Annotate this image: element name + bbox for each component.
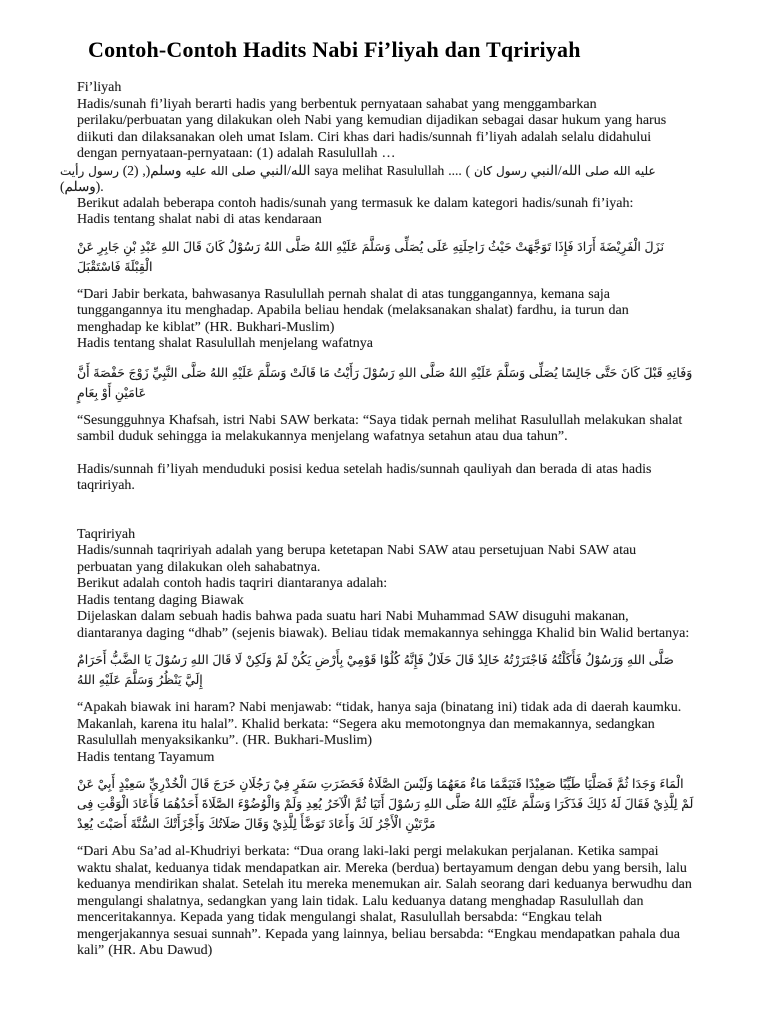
arabic-word: اللهُ [448,364,467,380]
arabic-word: صلى [585,163,610,178]
arabic-word: كان [473,163,493,178]
arabic-word: عَلَيْهِ [496,796,519,811]
arabic-word: فَصَلَّيَا [584,776,613,791]
arabic-word: فَأَكَلْتُهُ [551,652,582,667]
arabic-word: عَامَيْنِ [114,384,147,400]
arabic-word: عَلَيْهِ [336,238,359,254]
blank-line [77,766,695,774]
arabic-word: فَحَضَرَتِ [320,776,365,791]
arabic-word: نَزَلَ [644,238,664,254]
arabic-word: عَلَيْهِ [98,672,121,687]
arabic-word: أَصَبْتَ [96,816,127,831]
arabic-word: رَأَيْتُ [333,364,359,380]
arabic-word: يُصَلِّى [394,238,424,254]
arabic-word: فَأَعَادَ [132,796,160,811]
arabic-word: رَسُوْلَ [388,796,421,811]
arabic-word: صَلَّى [181,364,207,380]
arabic-word: قَوْمِيْ [346,652,377,667]
arabic-word: كُلُوْا [380,652,401,667]
arabic-word: وَجَدَا [632,776,656,791]
arabic-word: اللهُ [209,364,229,380]
arabic-word: بْنِ [123,238,137,254]
arabic-word: رسول [88,163,119,178]
arabic-word: اللهِ [398,364,417,380]
arabic-word: رَسُوْلَ [154,652,187,667]
arabic-word: عَنْ [77,776,94,791]
paragraph: Hadis tentang shalat Rasulullah menjelang wafatnya [77,336,374,351]
arabic-word: الله/النبي [530,162,582,178]
paragraph: “Dari Jabir berkata, bahwasanya Rasulullah pernah shalat di atas tunggangannya, kemana saja tunggangannya itu menghadap. Apabila beliau hendak (melaksanakan shalat) fardhu, ia turun dan menghadap ke kiblat” (HR. Bukhari-Muslim) [77,286,629,335]
arabic-word: كَانَ [620,364,640,380]
arabic-word: السُّنَّةَ [130,816,160,831]
arabic-word: عَنْ [77,238,94,254]
arabic-word: لَمْ [275,652,288,667]
arabic-word: أَرَادَ [577,238,596,254]
arabic-word: فَتَيَمَّمَا [489,776,522,791]
document-content [60,36,695,960]
arabic-word: أَتَيَا [369,796,385,811]
arabic-word: مَرَّتَيْنِ [405,816,436,831]
arabic-word: وَلَيْسَ [403,776,434,791]
document-body [60,80,695,960]
paragraph: Hadis tentang shalat nabi di atas kendaraan [77,212,322,227]
paragraph: “Dari Abu Sa’ad al-Khudriyi berkata: “Dua orang laki-laki pergi melakukan perjalanan. Ketika sampai waktu shalat, keduanya tidak mendapatkan air. Mereka (berdua) bertayamum dengan debu yang bersih, lalu keduanya mendirikan shalat. Setelah itu mereka menemukan air. Salah seorang dari keduanya berwudhu dan mengulangi shalatnya, sedangkan yang lain tidak. Lalu keduanya datang menghadap Rasulullah dan menceritakannya. Kepada yang tidak mengulangi shalat, Rasulullah bersabda: “Engkau telah mengerjakannya sesuai sunnah”. Kepada yang lainnya, beliau bersabda: “Engkau mendapatkan pahala dua kali” (HR. Abu Dawud) [77,844,692,958]
arabic-word: رسول [496,163,527,178]
arabic-word: وَسَلَّمَ [257,364,287,380]
paragraph: Berikut adalah contoh hadis taqriri diantaranya adalah: [77,576,388,591]
arabic-word: رَاحِلَتِهِ [452,238,485,254]
arabic-word: أَبِيْ [97,776,115,791]
arabic-word: وَسَلَّمَ [124,672,154,687]
arabic-word: وَسَلَّمَ [496,364,526,380]
paragraph: “Sesungguhnya Khafsah, istri Nabi SAW berkata: “Saya tidak pernah melihat Rasulullah melakukan shalat sambil duduk sehingga ia melakukannya menjelang wafatnya setahun atau dua tahun”. [77,412,683,444]
arabic-word: مَاءٌ [469,776,487,791]
arabic-word: الصَّلَاةُ [367,776,400,791]
arabic-word: صَلَّى [285,238,311,254]
arabic-word: جَابِرِ [97,238,120,254]
arabic-word: وَلَكِنْ [245,652,272,667]
paragraph: Berikut adalah beberapa contoh hadis/sunah yang termasuk ke dalam kategori hadis/sunah fi’iyah: [77,195,634,211]
blank-line [77,403,695,413]
arabic-word: رأيت [60,163,85,178]
arabic-word: اللهُ [263,238,282,254]
arabic-word: صَلَاتُكَ [208,816,241,831]
arabic-word: فَإِنَّهُ [403,652,424,667]
paragraph: Fi’liyah [77,80,122,95]
arabic-word: صَعِيْدًا [525,776,556,791]
blank-line [77,495,695,527]
arabic-word: قَالَ [182,238,202,254]
arabic-word: جَالِسًا [561,364,592,380]
paragraph: Hadis/sunah fi’liyah berarti hadis yang berbentuk pernyataan sahabat yang menggambarkan perilaku/perbuatan yang dilakukan oleh Nabi yang kemudian dijadikan sebagai dasar hukum yang harus diikuti dan dilaksanakan oleh umat Islam. Ciri khas dari hadis/sunnah fi’liyah adalah selalu didahului dengan pernyataan-pernyataan: (1) adalah Rasulullah … [77,96,667,161]
arabic-word: وَلَمْ [284,796,303,811]
arabic-word: صلى [231,163,256,178]
arabic-hadith-text [77,363,695,403]
arabic-word: رَجُلَانِ [239,776,270,791]
arabic-word: (وسلم). [60,179,104,194]
arabic-word: خَرَجَ [212,776,236,791]
arabic-word: فِى [77,796,94,811]
arabic-word: زَوْجَ [128,364,149,380]
arabic-word: اللهِ [626,652,646,667]
arabic-word: اللهُ [314,238,333,254]
arabic-word: لَمْ [681,796,694,811]
arabic-word: الْفَرِيْضَةَ [599,238,641,254]
arabic-word: الصَّلَاةَ [201,796,235,811]
arabic-word: وَأَجْزَأَتْكَ [163,816,205,831]
arabic-word: كَانَ [205,238,225,254]
arabic-word: فَاجْتَرَرْتُهُ [503,652,548,667]
arabic-word: حَتَّى [595,364,618,380]
paragraph: Hadis/sunnah fi’liyah menduduki posisi kedua setelah hadis/sunnah qauliyah dan berada di atas hadis taqririyah. [77,461,652,493]
arabic-word: عليه [185,163,207,178]
arabic-word: اللهُ [77,672,96,687]
arabic-word: فِيْ [273,776,290,791]
arabic-word: وَرَسُوْلُ [585,652,624,667]
arabic-word: الْمَاءَ [659,776,684,791]
paragraph: “Apakah biawak ini haram? Nabi menjawab: “tidak, hanya saja (binatang ini) tidak ada di daerah kaumku. Makanlah, karena itu halal”. Khalid berkata: “Segera aku memotongnya dan memakannya, sedangkan Rasulullah menyaksikanku”. (HR. Bukhari-Muslim) [77,700,682,748]
blank-line [77,834,695,844]
arabic-word: وَالْوُضُوْءَ [237,796,281,811]
arabic-word: عليه [634,163,656,178]
blank-line [77,446,695,462]
blank-line [77,353,695,363]
arabic-word: سَعِيْدٍ [118,776,146,791]
arabic-word: يُعِدِ [305,796,322,811]
arabic-word: رَسُوْلَ [362,364,395,380]
arabic-word: لَهُ [610,796,621,811]
arabic-word: وسلم(, [142,162,182,178]
arabic-hadith-text [77,237,695,277]
arabic-word: إِلَيَّ [185,672,203,687]
arabic-word: وَسَلَّمَ [361,238,391,254]
arabic-word: صَلَّى [445,796,471,811]
arabic-word: لِلَّذِيْ [653,796,678,811]
arabic-word: عَلَى [426,238,449,254]
arabic-word: أَحَدُهُمَا [162,796,199,811]
arabic-word: حَيْثُ [487,238,512,254]
arabic-word: يَا [143,652,152,667]
arabic-word: الْقِبْلَةَ [124,258,153,274]
arabic-word: اللهِ [190,652,209,667]
arabic-word: صَلَّى [648,652,674,667]
arabic-word: الْوَقْتِ [97,796,130,811]
arabic-hadith-text [77,774,695,834]
arabic-word: ثُمَّ [616,776,629,791]
arabic-word: يَكُنْ [291,652,312,667]
arabic-word: قَالَ [212,652,232,667]
arabic-word: أَنَّ [77,364,90,380]
arabic-word: فَإِذَا [554,238,574,254]
arabic-word: تَوَضَّأَ [300,816,325,831]
arabic-word: قَالَ [190,776,210,791]
arabic-word: قَبْلَ [643,364,663,380]
arabic-word: لِلَّذِيْ [272,816,297,831]
paragraph: Hadis tentang Tayamum [77,749,215,765]
arabic-word: تَوَجَّهَتْ [515,238,552,254]
arabic-word: اللهُ [474,796,493,811]
arabic-word: سَفَرٍ [293,776,318,791]
arabic-word: عَلَيْهِ [231,364,254,380]
paragraph: رأيت رسول الله/النبي صلى الله عليه وسلم(, (2) saya melihat Rasulullah .... ( كان رسول الله/النبي صلى الله عليه [60,162,656,178]
arabic-word: أَوْ [101,384,112,400]
paragraph [60,179,695,196]
blank-line [77,277,695,287]
arabic-word: الْأَجْرُ [376,816,402,831]
arabic-word: مَا [319,364,331,380]
arabic-word: عَبْدِ [139,238,158,254]
arabic-word: ثُمَّ [354,796,367,811]
paragraph: Taqririyah [77,526,136,542]
arabic-word: الله [210,163,228,178]
arabic-word: وَفَاتِهِ [666,364,693,380]
arabic-word: يُعِدْ [77,816,94,831]
arabic-word: فَقَالَ [624,796,650,811]
paragraph: Hadis tentang daging Biawak [77,592,244,608]
arabic-word: حَفْصَةَ [93,364,125,380]
arabic-word: الضَّبُّ [109,652,141,667]
arabic-word: فَاسْتَقْبَلَ [77,258,121,274]
arabic-word: لَا [234,652,242,667]
arabic-word: ذَلِكَ [586,796,607,811]
arabic-hadith-text [77,650,695,690]
arabic-word: أَحَرَامٌ [77,652,107,667]
arabic-word: الله [613,163,631,178]
paragraph: Dijelaskan dalam sebuah hadis bahwa pada suatu hari Nabi Muhammad SAW disuguhi makanan, diantaranya daging “dhab” (sejenis biawak). Beliau tidak memakannya sehingga Khalid bin Walid bertanya: [77,609,690,641]
arabic-word: لَكَ [358,816,373,831]
arabic-word: صَلَّى [419,364,446,380]
arabic-word: حَلَالٌ [427,652,452,667]
arabic-word: مَعَهُمَا [436,776,467,791]
arabic-word: فَذَكَرَا [554,796,584,811]
arabic-word: وَقَالَ [243,816,269,831]
arabic-word: الْخُدْرِيِّ [149,776,187,791]
blank-line [77,229,695,237]
arabic-word: طَيِّبًا [559,776,581,791]
arabic-word: وَأَعَادَ [328,816,355,831]
arabic-word: قَالَتْ [290,364,316,380]
blank-line [77,690,695,700]
arabic-word: النَّبِيِّ [152,364,178,380]
arabic-word: خَالِدٌ [477,652,500,667]
arabic-word: الله/النبي [259,162,311,178]
document-title: Contoh-Contoh Hadits Nabi Fi’liyah dan Tqririyah [88,37,581,62]
arabic-word: يُصَلِّى [528,364,558,380]
arabic-word: عَلَيْهِ [470,364,493,380]
arabic-word: اللهِ [423,796,442,811]
arabic-word: وَسَلَّمَ [521,796,551,811]
arabic-word: الْآخَرُ [325,796,351,811]
arabic-word: رَسُوْلُ [228,238,261,254]
arabic-word: يَنْظُرُ [157,672,182,687]
arabic-word: بِأَرْضِ [314,652,344,667]
arabic-word: بِعَامٍ [77,384,99,400]
blank-line [77,642,695,650]
arabic-word: اللهِ [161,238,180,254]
paragraph: Hadis/sunnah taqririyah adalah yang berupa ketetapan Nabi SAW atau persetujuan Nabi SAW atau perbuatan yang dilakukan oleh sahabatnya. [77,543,637,575]
arabic-word: قَالَ [455,652,475,667]
